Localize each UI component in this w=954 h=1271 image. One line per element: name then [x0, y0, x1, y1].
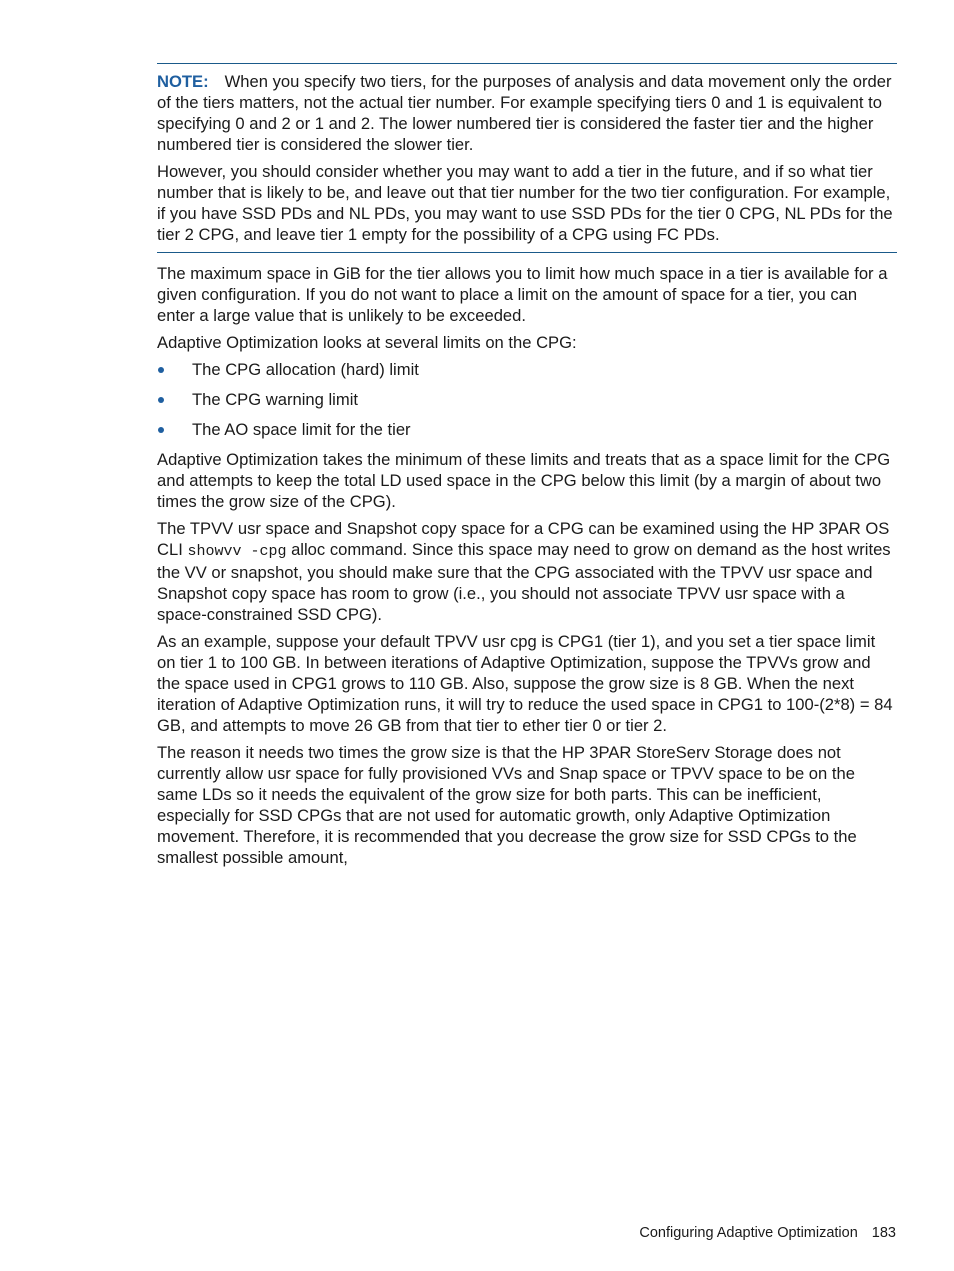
note-text-1: When you specify two tiers, for the purposes of analysis and data movement only the order of the tiers matters, not the actual tier number. For example specifying tiers 0 and 1 is equivalent to specifying 0 and 2 or 1 and 2. The lower numbered tier is considered the faster tier and the higher numbered tier is considered the slower tier. — [157, 72, 892, 154]
list-item-text: The AO space limit for the tier — [192, 420, 411, 439]
paragraph-tpvv-space — [157, 518, 897, 625]
paragraph-max-space: The maximum space in GiB for the tier allows you to limit how much space in a tier is available for a given configuration. If you do not want to place a limit on the amount of space for a tier, you can enter a large value that is unlikely to be exceeded. — [157, 264, 888, 325]
note-paragraph-2: However, you should consider whether you may want to add a tier in the future, and if so what tier number that is likely to be, and leave out that tier number for the two tier configuration. For example, if you have SSD PDs and NL PDs, you may want to use SSD PDs for the tier 0 CPG, NL PDs for the tier 2 CPG, and leave tier 1 empty for the possibility of a CPG using FC PDs. — [157, 162, 893, 244]
cli-command: showvv -cpg — [187, 543, 287, 560]
list-item-text: The CPG allocation (hard) limit — [192, 360, 419, 379]
tpvv-text-before: The TPVV usr space and Snapshot copy space for a CPG can be examined using the HP 3PAR OS CLI — [157, 519, 890, 559]
bullet-icon — [158, 367, 164, 373]
paragraph-example: As an example, suppose your default TPVV usr cpg is CPG1 (tier 1), and you set a tier space limit on tier 1 to 100 GB. In between iterations of Adaptive Optimization, suppose the TPVVs grow and the space used in CPG1 grows to 110 GB. Also, suppose the grow size is 8 GB. When the next iteration of Adaptive Optimization runs, it will try to reduce the used space in CPG1 to 100-(2*8) = 84 GB, and attempts to move 26 GB from that tier to ether tier 0 or tier 2. — [157, 632, 893, 735]
list-item — [157, 389, 897, 410]
tpvv-text-after: alloc command. Since this space may need to grow on demand as the host writes the VV or snapshot, you should make sure that the CPG associated with the TPVV usr space and Snapshot copy space has room to grow (i.e., you should not associate TPVV usr space with a space-constrained SSD CPG). — [157, 540, 891, 624]
page-footer — [639, 1224, 896, 1242]
note-label: NOTE: — [157, 72, 209, 91]
limits-list — [157, 359, 897, 440]
bullet-icon — [158, 427, 164, 433]
paragraph-grow-size: The reason it needs two times the grow size is that the HP 3PAR StoreServ Storage does not currently allow usr space for fully provisioned VVs and Snap space or TPVV space to be on the same LDs so it needs the equivalent of the grow size for both parts. This can be inefficient, especially for SSD CPGs that are not used for automatic growth, only Adaptive Optimization movement. Therefore, it is recommended that you decrease the grow size for SSD CPGs to the smallest possible amount, — [157, 743, 857, 867]
list-item-text: The CPG warning limit — [192, 390, 358, 409]
bullet-icon — [158, 397, 164, 403]
page-content — [157, 63, 897, 874]
note-box — [157, 63, 897, 253]
paragraph-limits-intro: Adaptive Optimization looks at several limits on the CPG: — [157, 333, 577, 352]
note-paragraph-1 — [157, 71, 897, 155]
list-item — [157, 419, 897, 440]
paragraph-minimum-limit: Adaptive Optimization takes the minimum of these limits and treats that as a space limit for the CPG and attempts to keep the total LD used space in the CPG below this limit (by a margin of about two times the grow size of the CPG). — [157, 450, 891, 511]
list-item — [157, 359, 897, 380]
footer-section-title: Configuring Adaptive Optimization — [639, 1225, 858, 1241]
page-number: 183 — [871, 1225, 896, 1241]
